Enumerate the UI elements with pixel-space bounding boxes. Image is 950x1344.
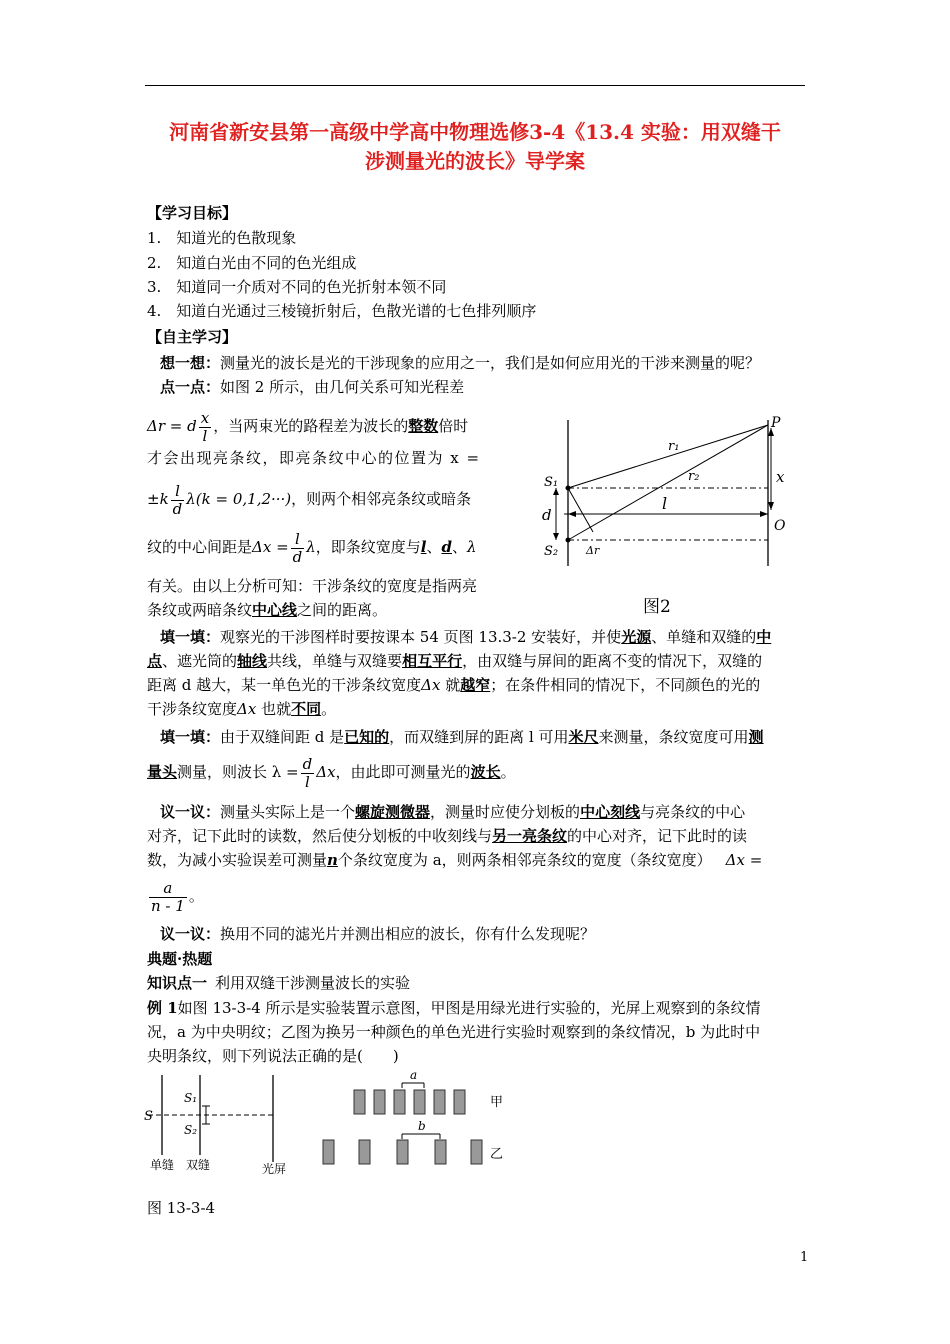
example-line3: 央明条纹，则下列说法正确的是( ) <box>147 1047 399 1065</box>
label-d: d <box>542 506 552 524</box>
fill1-math: Δx <box>421 676 441 694</box>
kp-label: 知识点一 <box>147 974 208 992</box>
label-screen: 光屏 <box>262 1162 287 1176</box>
eq-dx: Δx = <box>252 538 289 556</box>
fill1-text: ；在条件相同的情况下，不同颜色的光的 <box>490 676 761 694</box>
discuss1-text: 个条纹宽度为 a，则两条相邻亮条纹的宽度（条纹宽度） <box>337 851 712 869</box>
knowledge-point <box>147 973 410 993</box>
kp-text: 利用双缝干涉测量波长的实验 <box>215 974 411 992</box>
header-rule <box>145 85 805 86</box>
label-dr: Δr <box>586 544 600 557</box>
discuss1-line2 <box>147 826 747 846</box>
fill1-text: 。 <box>321 700 337 718</box>
fill2-line1 <box>160 727 764 747</box>
point-line <box>160 377 464 397</box>
discuss1-text: ，测量时应使分划板的 <box>430 803 581 821</box>
eq-lambda-k: λ(k = 0,1,2···) <box>186 490 292 508</box>
figure1334-diagram <box>140 1070 520 1180</box>
point-text: 如图 2 所示，由几何关系可知光程差 <box>220 378 465 396</box>
figure2-caption: 图2 <box>643 597 671 617</box>
fill1-answer: 光源 <box>621 628 652 646</box>
jia-fringe <box>394 1090 405 1114</box>
yi-fringe <box>397 1140 408 1164</box>
frac-a-n1 <box>149 880 187 915</box>
p1-tail: 倍时 <box>438 417 469 435</box>
label-r1: r₁ <box>668 439 680 454</box>
jia-fringe <box>454 1090 465 1114</box>
p5-a: 条纹或两暗条纹 <box>147 601 253 619</box>
fill1-text: 就 <box>440 676 461 694</box>
frac-den: d <box>292 547 303 566</box>
fill2-text: ，而双缝到屏的距离 l 可用 <box>389 728 569 746</box>
frac-l-d-2 <box>291 531 305 566</box>
frac-d-l <box>301 756 315 791</box>
p4-line: 纹的中心间距是Δx = $\frac{l}{d}$ λ，即条纹宽度与l、d、λ <box>147 529 477 566</box>
discuss2-line <box>160 924 595 944</box>
frac-den: l <box>202 426 208 445</box>
discuss1-line4 <box>147 876 204 916</box>
think-label: 想一想： <box>160 354 221 372</box>
doc-title-line1: 河南省新安县第一高级中学高中物理选修3-4《13.4 实验：用双缝干 <box>169 120 781 144</box>
label-S: S <box>144 1109 153 1124</box>
perp-line <box>568 488 593 532</box>
fill1-text: 也就 <box>256 700 292 718</box>
discuss1-text: 测量头实际上是一个 <box>220 803 356 821</box>
frac-num: l <box>291 531 305 549</box>
discuss2-text: 换用不同的滤光片并测出相应的波长，你有什么发现呢？ <box>220 925 596 943</box>
fill2-text: 由于双缝间距 d 是 <box>220 728 345 746</box>
fill1-text: 、遮光筒的 <box>162 652 238 670</box>
p1-text: ，当两束光的路程差为波长的 <box>213 417 409 435</box>
discuss1-line3 <box>147 850 762 870</box>
p1-bold: 整数 <box>408 417 439 435</box>
fill1-text: 距离 d 越大，某一单色光的干涉条纹宽度 <box>147 676 422 694</box>
figure2-diagram <box>538 408 798 608</box>
think-line <box>160 353 760 373</box>
yi-fringe <box>323 1140 334 1164</box>
jia-fringe <box>434 1090 445 1114</box>
x-arrow-down <box>768 502 774 510</box>
jia-fringe <box>354 1090 365 1114</box>
example-line1 <box>147 998 761 1018</box>
fill1-text: 观察光的干涉图样时要按课本 54 页图 13.3-2 安装好，并使 <box>220 628 622 646</box>
fill1-answer: 相互平行 <box>402 652 463 670</box>
frac-num: x <box>200 408 210 427</box>
discuss1-math: Δx = <box>725 851 763 869</box>
frac-den: l <box>305 772 310 791</box>
figure1334-caption: 图 13-3-4 <box>147 1199 216 1217</box>
label-l: l <box>662 494 668 513</box>
frac-num: a <box>149 880 187 898</box>
frac-den: d <box>172 499 183 518</box>
eq-k: ±k <box>147 490 169 508</box>
fill1-line1 <box>160 627 771 647</box>
fill2-text: ，由此即可测量光的 <box>335 763 471 781</box>
var-l: l <box>420 538 427 556</box>
goals-heading: 【学习目标】 <box>147 204 238 222</box>
discuss1-text: 的中心对齐，记下此时的读 <box>567 827 748 845</box>
label-b: b <box>418 1119 426 1133</box>
var-d: d <box>441 538 453 556</box>
discuss1-answer: n <box>327 851 338 869</box>
frac-l-d <box>171 483 185 518</box>
discuss1-text: 与亮条纹的中心 <box>640 803 746 821</box>
fill1-answer: 越窄 <box>460 676 491 694</box>
fill2-text: 来测量，条纹宽度可用 <box>598 728 749 746</box>
label-S1: S₁ <box>184 1091 198 1105</box>
discuss1-text: 数，为减小实验误差可测量 <box>147 851 328 869</box>
goal-item-1: 1. 知道光的色散现象 <box>147 229 297 247</box>
var-lambda: λ <box>467 538 477 556</box>
p5-b: 中心线 <box>252 601 298 619</box>
fill2-math: Δx <box>316 763 336 781</box>
p3-text: ，则两个相邻亮条纹或暗条 <box>291 490 472 508</box>
point-label: 点一点： <box>160 378 221 396</box>
fill2-answer: 波长 <box>470 763 501 781</box>
fill1-line4 <box>147 699 336 719</box>
goal-item-3: 3. 知道同一介质对不同的色光折射本领不同 <box>147 278 447 296</box>
s1-dot <box>566 486 571 491</box>
p4-c: 有关。由以上分析可知：干涉条纹的宽度是指两亮 <box>147 577 478 595</box>
fill1-text: 共线，单缝与双缝要 <box>267 652 403 670</box>
eq-dr: Δr = d <box>147 417 197 435</box>
fill2-text: 测量，则波长 λ = <box>177 763 299 781</box>
example-line2: 况，a 为中央明纹；乙图为换另一种颜色的单色光进行实验时观察到的条纹情况，b 为此时中 <box>147 1023 761 1041</box>
self-study-heading: 【自主学习】 <box>147 328 238 346</box>
fill2-answer: 米尺 <box>568 728 599 746</box>
discuss1-tail: 。 <box>188 887 204 905</box>
yi-fringe <box>435 1140 446 1164</box>
yi-fringe <box>471 1140 482 1164</box>
p5-c: 之间的距离。 <box>297 601 388 619</box>
fill2-answer: 已知的 <box>344 728 390 746</box>
label-S1: S₁ <box>544 475 559 490</box>
page-number: 1 <box>800 1250 809 1265</box>
label-a: a <box>410 1070 418 1082</box>
label-yi: 乙 <box>490 1147 504 1162</box>
fill1-text: ，由双缝与屏间的距离不变的情况下，双缝的 <box>462 652 763 670</box>
p4-b: ，即条纹宽度与 <box>315 538 421 556</box>
discuss2-label: 议一议： <box>160 925 221 943</box>
jia-fringe <box>414 1090 425 1114</box>
p4-a: 纹的中心间距是 <box>147 538 253 556</box>
frac-num: l <box>171 483 185 501</box>
fill1-answer: 轴线 <box>237 652 268 670</box>
fill1-answer: 不同 <box>291 700 322 718</box>
label-single-slit: 单缝 <box>150 1158 175 1172</box>
label-S2: S₂ <box>544 544 559 559</box>
label-x: x <box>776 468 785 486</box>
label-double-slit: 双缝 <box>186 1158 211 1172</box>
discuss1-answer: 另一亮条纹 <box>492 827 568 845</box>
label-r2: r₂ <box>688 469 700 484</box>
discuss1-text: 对齐，记下此时的读数，然后使分划板的中收刻线与 <box>147 827 493 845</box>
fill1-text: 干涉条纹宽度 <box>147 700 238 718</box>
fill1-math: Δx <box>237 700 257 718</box>
fill1-line3 <box>147 675 760 695</box>
path-diff-line <box>147 408 468 444</box>
fill1-label: 填一填： <box>160 628 221 646</box>
lambda-1: λ <box>306 538 316 556</box>
p3-line <box>147 480 471 518</box>
label-P: P <box>771 415 781 431</box>
p5-line <box>147 600 387 620</box>
goal-item-4: 4. 知道白光通过三棱镜折射后，色散光谱的七色排列顺序 <box>147 302 537 320</box>
discuss1-label: 议一议： <box>160 803 221 821</box>
think-text: 测量光的波长是光的干涉现象的应用之一，我们是如何应用光的干涉来测量的呢？ <box>220 354 761 372</box>
jia-fringe <box>374 1090 385 1114</box>
goal-item-2: 2. 知道白光由不同的色光组成 <box>147 254 357 272</box>
label-S2: S₂ <box>184 1123 198 1137</box>
yi-fringe <box>359 1140 370 1164</box>
discuss1-answer: 中心刻线 <box>580 803 641 821</box>
fill1-line2 <box>147 651 762 671</box>
example-text: 如图 13-3-4 所示是实验装置示意图，甲图是用绿光进行实验的，光屏上观察到的条纹情 <box>177 999 761 1017</box>
section-heading: 典题·热题 <box>147 950 213 968</box>
discuss1-line1 <box>160 802 745 822</box>
fill2-answer: 测 <box>748 728 764 746</box>
fill2-text: 。 <box>500 763 516 781</box>
fill1-text: 、单缝和双缝的 <box>651 628 757 646</box>
l-arrow-right <box>760 511 768 517</box>
fill1-answer: 中 <box>756 628 772 646</box>
l-arrow-left <box>568 511 576 517</box>
fill2-answer: 量头 <box>147 763 178 781</box>
example-label: 例 1 <box>147 999 178 1017</box>
doc-title-line2: 涉测量光的波长》导学案 <box>365 149 585 173</box>
fill2-line2 <box>147 752 516 792</box>
frac-den: n - 1 <box>151 896 185 915</box>
discuss1-answer: 螺旋测微器 <box>355 803 431 821</box>
frac-num: d <box>302 754 313 773</box>
p2-line: 才会出现亮条纹，即亮条纹中心的位置为 x = <box>147 449 481 467</box>
frac-x-l <box>199 410 211 445</box>
d-arrow-down <box>553 533 559 540</box>
fill1-answer: 点 <box>147 652 163 670</box>
label-O: O <box>774 518 786 534</box>
label-jia: 甲 <box>490 1095 504 1110</box>
ray-r1 <box>568 425 768 488</box>
fill2-label: 填一填： <box>160 728 221 746</box>
s2-dot <box>566 538 571 543</box>
